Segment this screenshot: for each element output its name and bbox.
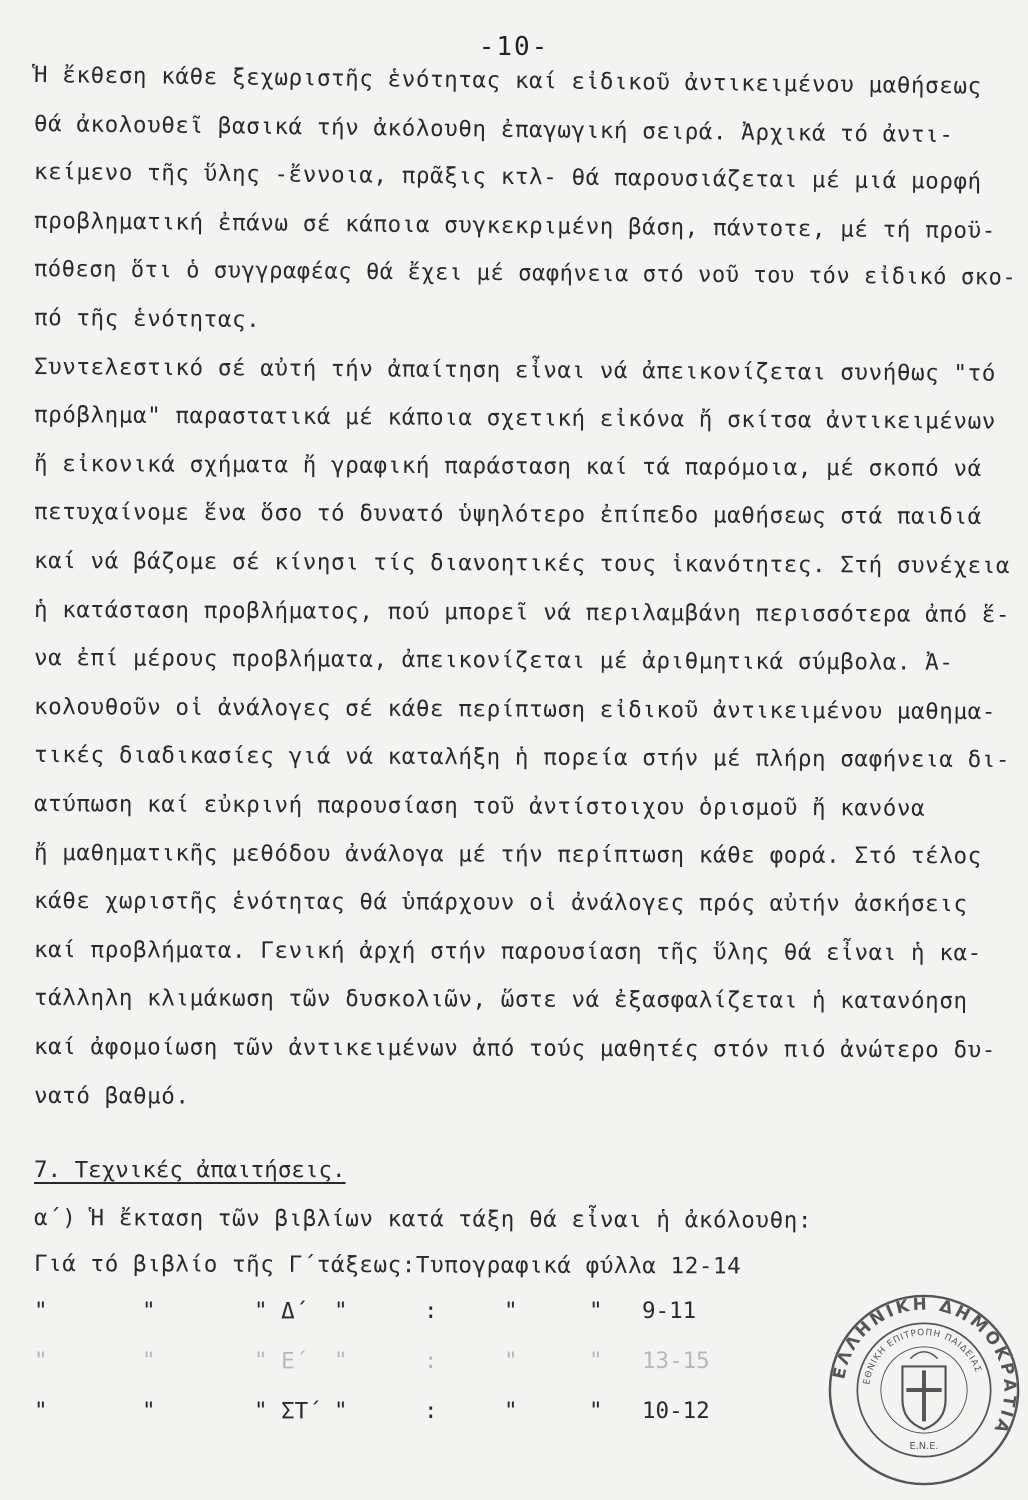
- paragraph-line: κάθε χωριστῆς ἑνότητας θά ὑπάρχουν οἱ ἀνάλογες πρός αὐτήν ἀσκήσεις: [33, 888, 968, 918]
- ditto-mark: ": [334, 1398, 348, 1424]
- subsection-line: α΄) Ἡ ἔκταση τῶν βιβλίων κατά τάξη θά εἶναι ἡ ἀκόλουθη:: [33, 1205, 813, 1234]
- ditto-mark: ": [504, 1298, 518, 1324]
- grade-cell: " ΣΤ΄: [254, 1398, 322, 1424]
- ditto-mark: ": [589, 1348, 603, 1374]
- official-stamp: [826, 1292, 1022, 1488]
- paragraph-line: τάλληλη κλιμάκωση τῶν δυσκολιῶν, ὥστε νά ἐξασφαλίζεται ἡ κατανόηση: [33, 985, 968, 1015]
- paragraph-line: κολουθοῦν οἱ ἀνάλογες σέ κάθε περίπτωση εἰδικοῦ ἀντικειμένου μαθημα-: [33, 693, 996, 725]
- sheets-value: 13-15: [642, 1348, 710, 1374]
- ditto-mark: ": [142, 1298, 156, 1324]
- paragraph-line: Ἡ ἔκθεση κάθε ξεχωριστῆς ἑνότητας καί εἰδικοῦ ἀντικειμένου μαθήσεως: [33, 62, 982, 100]
- grade-cell: " Ε΄: [254, 1348, 309, 1374]
- paragraph-line: καί ἀφομοίωση τῶν ἀντικειμένων ἀπό τούς μαθητές στόν πιό ἀνώτερο δυ-: [33, 1034, 996, 1064]
- paragraph-line: πετυχαίνομε ἕνα ὅσο τό δυνατό ὑψηλότερο ἐπίπεδο μαθήσεως στά παιδιά: [33, 499, 982, 531]
- paragraph-line: ἤ μαθηματικῆς μεθόδου ἀνάλογα μέ τήν περίπτωση κάθε φορά. Στό τέλος: [33, 839, 982, 869]
- colon: :: [424, 1398, 438, 1424]
- paragraph-line: κείμενο τῆς ὕλης -ἔννοια, πρᾶξις κτλ- θά παρουσιάζεται μέ μιά μορφή: [33, 159, 982, 196]
- paragraph-line: πρόβλημα" παραστατικά μέ κάποια σχετική εἰκόνα ἤ σκίτσα ἀντικειμένων: [33, 402, 997, 435]
- table-row: [34, 1296, 734, 1326]
- paragraph-line: νατό βαθμό.: [33, 1082, 190, 1110]
- ditto-mark: ": [142, 1398, 156, 1424]
- paragraph-line: ατύπωση καί εὐκρινή παρουσίαση τοῦ ἀντίστοιχου ὁρισμοῦ ἤ κανόνα: [33, 791, 926, 822]
- ditto-mark: ": [34, 1298, 48, 1324]
- ditto-mark: ": [34, 1398, 48, 1424]
- ditto-mark: ": [589, 1398, 603, 1424]
- paragraph-line: πόθεση ὅτι ὁ συγγραφέας θά ἔχει μέ σαφήνεια στό νοῦ του τόν εἰδικό σκο-: [33, 256, 1017, 291]
- ditto-mark: ": [34, 1348, 48, 1374]
- table-row: [34, 1346, 734, 1376]
- paragraph-line: καί προβλήματα. Γενική ἀρχή στήν παρουσίαση τῆς ὕλης θά εἶναι ἡ κα-: [33, 936, 982, 967]
- ditto-mark: ": [504, 1348, 518, 1374]
- paragraph-line: ἡ κατάσταση προβλήματος, πού μπορεῖ νά περιλαμβάνη περισσότερα ἀπό ἕ-: [33, 596, 1011, 628]
- ditto-mark: ": [589, 1298, 603, 1324]
- stamp-outer-text: ΕΛΛΗΝΙΚΗ ΔΗΜΟΚΡΑΤΙΑ: [829, 1294, 1020, 1439]
- ditto-mark: ": [334, 1348, 348, 1374]
- paragraph-line: καί νά βάζομε σέ κίνησι τίς διανοητικές τους ἱκανότητες. Στή συνέχεια: [33, 548, 1011, 580]
- stamp-inner-text: ΕΘΝΙΚΗ ΕΠΙΤΡΟΠΗ ΠΑΙΔΕΙΑΣ: [862, 1328, 983, 1386]
- section-heading: 7. Τεχνικές ἀπαιτήσεις.: [34, 1157, 346, 1183]
- table-intro-line: Γιά τό βιβλίο τῆς Γ΄τάξεως:Τυπογραφικά φύλλα 12-14: [33, 1251, 742, 1280]
- page-number: -10-: [478, 32, 550, 62]
- stamp-bottom-text: Ε.Ν.Ε.: [909, 1440, 939, 1452]
- paragraph-line: θά ἀκολουθεῖ βασικά τήν ἀκόλουθη ἐπαγωγική σειρά. Ἀρχικά τό ἀντι-: [33, 110, 954, 148]
- paragraph-line: τικές διαδικασίες γιά νά καταλήξη ἡ πορεία στήν μέ πλήρη σαφήνεια δι-: [33, 742, 1011, 774]
- ditto-mark: ": [142, 1348, 156, 1374]
- ditto-mark: ": [334, 1298, 348, 1324]
- paragraph-line: πό τῆς ἑνότητας.: [33, 305, 261, 333]
- paragraph-line: να ἐπί μέρους προβλήματα, ἀπεικονίζεται μέ ἀριθμητικά σύμβολα. Ἀ-: [33, 645, 954, 677]
- sheets-value: 9-11: [642, 1298, 697, 1324]
- sheets-value: 10-12: [642, 1398, 710, 1424]
- colon: :: [424, 1348, 438, 1374]
- grade-cell: " Δ΄: [254, 1298, 309, 1324]
- paragraph-line: ἤ εἰκονικά σχήματα ἤ γραφική παράσταση καί τά παρόμοια, μέ σκοπό νά: [33, 450, 982, 482]
- colon: :: [424, 1298, 438, 1324]
- ditto-mark: ": [504, 1398, 518, 1424]
- paragraph-line: Συντελεστικό σέ αὐτή τήν ἀπαίτηση εἶναι νά ἀπεικονίζεται συνήθως "τό: [33, 353, 997, 387]
- table-row: [34, 1396, 734, 1426]
- paragraph-line: προβληματική ἐπάνω σέ κάποια συγκεκριμένη βάση, πάντοτε, μέ τή προϋ-: [33, 207, 997, 244]
